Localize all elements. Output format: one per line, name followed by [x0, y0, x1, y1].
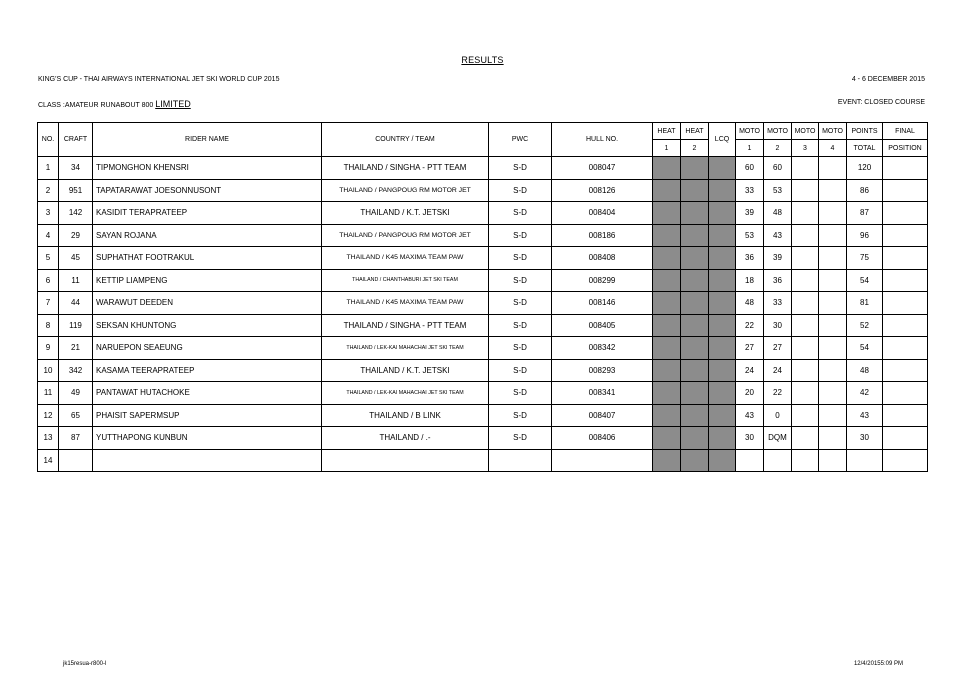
cell-position: [883, 269, 928, 292]
cell-no: 6: [38, 269, 59, 292]
cell-team: THAILAND / K45 MAXIMA TEAM PAW: [322, 247, 489, 270]
cell-total: 86: [847, 179, 883, 202]
page-title: RESULTS: [461, 55, 504, 65]
cell-moto1: 39: [736, 202, 764, 225]
cell-heat2: [681, 449, 709, 472]
cell-total: 42: [847, 382, 883, 405]
cell-moto4: [819, 247, 847, 270]
cell-moto1: 18: [736, 269, 764, 292]
cell-craft: 21: [59, 337, 93, 360]
cell-team: [322, 449, 489, 472]
cell-lcq: [709, 247, 736, 270]
cell-heat1: [653, 202, 681, 225]
cell-pwc: [489, 449, 552, 472]
cell-moto3: [792, 359, 819, 382]
cell-moto4: [819, 359, 847, 382]
cell-lcq: [709, 179, 736, 202]
cell-heat2: [681, 404, 709, 427]
cell-team: THAILAND / LEK-KAI MAHACHAI JET SKI TEAM: [322, 382, 489, 405]
cell-no: 2: [38, 179, 59, 202]
cell-moto4: [819, 337, 847, 360]
cell-moto2: 0: [764, 404, 792, 427]
cell-lcq: [709, 404, 736, 427]
cell-total: [847, 449, 883, 472]
cell-moto3: [792, 224, 819, 247]
cell-moto4: [819, 292, 847, 315]
col-lcq: LCQ: [709, 123, 736, 157]
cell-moto1: 20: [736, 382, 764, 405]
cell-position: [883, 247, 928, 270]
class-prefix: CLASS :AMATEUR RUNABOUT 800: [38, 102, 156, 109]
cell-team: THAILAND / LEK-KAI MAHACHAI JET SKI TEAM: [322, 337, 489, 360]
cell-heat2: [681, 337, 709, 360]
cell-heat1: [653, 314, 681, 337]
cell-no: 3: [38, 202, 59, 225]
cell-rider: SEKSAN KHUNTONG: [93, 314, 322, 337]
cell-moto1: 30: [736, 427, 764, 450]
cell-heat2: [681, 382, 709, 405]
cell-rider: TAPATARAWAT JOESONNUSONT: [93, 179, 322, 202]
cell-moto4: [819, 269, 847, 292]
table-row: [38, 404, 928, 427]
cell-heat1: [653, 427, 681, 450]
cell-position: [883, 179, 928, 202]
results-table: [37, 122, 928, 472]
col-pwc: PWC: [489, 123, 552, 157]
cell-total: 54: [847, 269, 883, 292]
table-row: [38, 292, 928, 315]
col-no: NO.: [38, 123, 59, 157]
table-row: [38, 337, 928, 360]
cell-moto2: 60: [764, 157, 792, 180]
cell-team: THAILAND / K.T. JETSKI: [322, 359, 489, 382]
cell-moto1: 27: [736, 337, 764, 360]
col-moto4: MOTO: [819, 123, 847, 140]
cell-position: [883, 359, 928, 382]
cell-heat1: [653, 337, 681, 360]
cell-team: THAILAND / K45 MAXIMA TEAM PAW: [322, 292, 489, 315]
cell-moto1: 36: [736, 247, 764, 270]
cell-craft: 34: [59, 157, 93, 180]
col-team: COUNTRY / TEAM: [322, 123, 489, 157]
cell-no: 12: [38, 404, 59, 427]
cell-craft: 11: [59, 269, 93, 292]
cell-moto1: [736, 449, 764, 472]
cell-total: 54: [847, 337, 883, 360]
cell-total: 81: [847, 292, 883, 315]
cell-moto1: 48: [736, 292, 764, 315]
cell-hull: 008299: [552, 269, 653, 292]
cell-team: THAILAND / PANGPOUG RM MOTOR JET: [322, 179, 489, 202]
cell-rider: PHAISIT SAPERMSUP: [93, 404, 322, 427]
col-moto2: MOTO: [764, 123, 792, 140]
cell-team: THAILAND / SINGHA - PTT TEAM: [322, 157, 489, 180]
cell-moto3: [792, 292, 819, 315]
cell-moto3: [792, 337, 819, 360]
cell-position: [883, 157, 928, 180]
cell-moto2: 27: [764, 337, 792, 360]
cell-lcq: [709, 292, 736, 315]
cell-no: 9: [38, 337, 59, 360]
cell-total: 120: [847, 157, 883, 180]
event-course: EVENT: CLOSED COURSE: [837, 99, 925, 106]
cell-hull: 008404: [552, 202, 653, 225]
cell-team: THAILAND / SINGHA - PTT TEAM: [322, 314, 489, 337]
cell-moto3: [792, 382, 819, 405]
cell-total: 30: [847, 427, 883, 450]
table-row: [38, 224, 928, 247]
col-heat1: HEAT: [653, 123, 681, 140]
cell-hull: 008341: [552, 382, 653, 405]
cell-moto1: 53: [736, 224, 764, 247]
footer-file: jk15resua-r800-l: [63, 661, 107, 667]
cell-heat1: [653, 449, 681, 472]
cell-total: 43: [847, 404, 883, 427]
cell-pwc: S-D: [489, 314, 552, 337]
cell-position: [883, 202, 928, 225]
cell-moto2: 36: [764, 269, 792, 292]
cell-pwc: S-D: [489, 292, 552, 315]
cell-pwc: S-D: [489, 224, 552, 247]
cell-moto4: [819, 382, 847, 405]
cell-heat2: [681, 359, 709, 382]
cell-lcq: [709, 427, 736, 450]
cell-pwc: S-D: [489, 337, 552, 360]
cell-moto4: [819, 224, 847, 247]
cell-moto2: 48: [764, 202, 792, 225]
cell-craft: 45: [59, 247, 93, 270]
class-line: [38, 99, 191, 109]
table-row: [38, 449, 928, 472]
cell-hull: [552, 449, 653, 472]
cell-moto3: [792, 247, 819, 270]
cell-heat2: [681, 314, 709, 337]
cell-no: 8: [38, 314, 59, 337]
col-hull: HULL NO.: [552, 123, 653, 157]
cell-hull: 008405: [552, 314, 653, 337]
cell-heat2: [681, 157, 709, 180]
cell-rider: NARUEPON SEAEUNG: [93, 337, 322, 360]
table-row: [38, 359, 928, 382]
cell-heat2: [681, 269, 709, 292]
cell-moto4: [819, 157, 847, 180]
cell-lcq: [709, 337, 736, 360]
cell-rider: KASIDIT TERAPRATEEP: [93, 202, 322, 225]
cell-hull: 008146: [552, 292, 653, 315]
col-final: FINAL: [883, 123, 928, 140]
cell-pwc: S-D: [489, 269, 552, 292]
cell-hull: 008186: [552, 224, 653, 247]
cell-team: THAILAND / PANGPOUG RM MOTOR JET: [322, 224, 489, 247]
cell-rider: TIPMONGHON KHENSRI: [93, 157, 322, 180]
cell-position: [883, 382, 928, 405]
cell-no: 7: [38, 292, 59, 315]
cell-heat2: [681, 292, 709, 315]
cell-moto4: [819, 404, 847, 427]
cell-heat1: [653, 359, 681, 382]
cell-no: 10: [38, 359, 59, 382]
table-row: [38, 202, 928, 225]
cell-craft: 65: [59, 404, 93, 427]
cell-lcq: [709, 314, 736, 337]
class-limited: LIMITED: [155, 99, 191, 109]
cell-position: [883, 224, 928, 247]
cell-total: 75: [847, 247, 883, 270]
col-moto3-num: 3: [792, 140, 819, 157]
col-rider: RIDER NAME: [93, 123, 322, 157]
cell-moto1: 43: [736, 404, 764, 427]
cell-moto2: 39: [764, 247, 792, 270]
cell-lcq: [709, 224, 736, 247]
table-row: [38, 179, 928, 202]
col-total: TOTAL: [847, 140, 883, 157]
cell-craft: 49: [59, 382, 93, 405]
cell-heat1: [653, 179, 681, 202]
col-craft: CRAFT: [59, 123, 93, 157]
cell-heat1: [653, 247, 681, 270]
cell-rider: YUTTHAPONG KUNBUN: [93, 427, 322, 450]
cell-moto2: 22: [764, 382, 792, 405]
cell-moto4: [819, 449, 847, 472]
cell-moto3: [792, 179, 819, 202]
cell-lcq: [709, 202, 736, 225]
col-heat1-num: 1: [653, 140, 681, 157]
col-moto1-num: 1: [736, 140, 764, 157]
col-position: POSITION: [883, 140, 928, 157]
table-row: [38, 314, 928, 337]
event-dates: 4 - 6 DECEMBER 2015: [851, 76, 925, 83]
cell-hull: 008407: [552, 404, 653, 427]
cell-rider: SUPHATHAT FOOTRAKUL: [93, 247, 322, 270]
event-name: KING'S CUP - THAI AIRWAYS INTERNATIONAL JET SKI WORLD CUP 2015: [38, 76, 280, 83]
cell-heat1: [653, 269, 681, 292]
cell-moto3: [792, 427, 819, 450]
cell-moto1: 24: [736, 359, 764, 382]
cell-moto3: [792, 404, 819, 427]
cell-heat2: [681, 224, 709, 247]
cell-total: 48: [847, 359, 883, 382]
cell-rider: KETTIP LIAMPENG: [93, 269, 322, 292]
cell-lcq: [709, 269, 736, 292]
cell-pwc: S-D: [489, 179, 552, 202]
cell-heat2: [681, 427, 709, 450]
cell-position: [883, 404, 928, 427]
cell-craft: 119: [59, 314, 93, 337]
cell-moto3: [792, 202, 819, 225]
cell-heat1: [653, 224, 681, 247]
cell-team: THAILAND / CHANTHABURI JET SKI TEAM: [322, 269, 489, 292]
col-heat2-num: 2: [681, 140, 709, 157]
cell-moto3: [792, 269, 819, 292]
cell-craft: 44: [59, 292, 93, 315]
cell-rider: [93, 449, 322, 472]
cell-lcq: [709, 359, 736, 382]
cell-hull: 008293: [552, 359, 653, 382]
cell-position: [883, 292, 928, 315]
cell-moto3: [792, 314, 819, 337]
cell-craft: 142: [59, 202, 93, 225]
cell-lcq: [709, 449, 736, 472]
cell-total: 96: [847, 224, 883, 247]
cell-moto4: [819, 314, 847, 337]
cell-moto1: 60: [736, 157, 764, 180]
cell-heat1: [653, 292, 681, 315]
cell-total: 87: [847, 202, 883, 225]
cell-no: 14: [38, 449, 59, 472]
cell-pwc: S-D: [489, 202, 552, 225]
cell-moto2: 33: [764, 292, 792, 315]
table-row: [38, 157, 928, 180]
col-moto3: MOTO: [792, 123, 819, 140]
cell-pwc: S-D: [489, 427, 552, 450]
cell-craft: 951: [59, 179, 93, 202]
cell-moto2: 53: [764, 179, 792, 202]
col-moto4-num: 4: [819, 140, 847, 157]
col-points: POINTS: [847, 123, 883, 140]
cell-pwc: S-D: [489, 404, 552, 427]
cell-heat2: [681, 247, 709, 270]
header-row: [38, 123, 928, 140]
cell-moto2: 30: [764, 314, 792, 337]
cell-rider: PANTAWAT HUTACHOKE: [93, 382, 322, 405]
cell-heat2: [681, 179, 709, 202]
cell-pwc: S-D: [489, 359, 552, 382]
table-row: [38, 427, 928, 450]
col-moto2-num: 2: [764, 140, 792, 157]
cell-moto1: 33: [736, 179, 764, 202]
col-moto1: MOTO: [736, 123, 764, 140]
footer-printed: 12/4/20155:09 PM: [853, 661, 903, 667]
cell-moto2: DQM: [764, 427, 792, 450]
cell-moto1: 22: [736, 314, 764, 337]
table-row: [38, 382, 928, 405]
cell-position: [883, 427, 928, 450]
cell-moto2: 24: [764, 359, 792, 382]
cell-pwc: S-D: [489, 157, 552, 180]
cell-moto4: [819, 202, 847, 225]
cell-hull: 008342: [552, 337, 653, 360]
table-row: [38, 269, 928, 292]
col-heat2: HEAT: [681, 123, 709, 140]
cell-craft: 342: [59, 359, 93, 382]
cell-pwc: S-D: [489, 382, 552, 405]
cell-position: [883, 314, 928, 337]
cell-craft: 29: [59, 224, 93, 247]
cell-no: 11: [38, 382, 59, 405]
cell-heat2: [681, 202, 709, 225]
cell-rider: KASAMA TEERAPRATEEP: [93, 359, 322, 382]
cell-moto4: [819, 427, 847, 450]
cell-rider: SAYAN ROJANA: [93, 224, 322, 247]
cell-no: 1: [38, 157, 59, 180]
cell-position: [883, 449, 928, 472]
cell-moto2: 43: [764, 224, 792, 247]
cell-total: 52: [847, 314, 883, 337]
cell-moto3: [792, 449, 819, 472]
cell-pwc: S-D: [489, 247, 552, 270]
cell-craft: [59, 449, 93, 472]
cell-no: 5: [38, 247, 59, 270]
cell-team: THAILAND / K.T. JETSKI: [322, 202, 489, 225]
cell-lcq: [709, 157, 736, 180]
cell-moto4: [819, 179, 847, 202]
cell-hull: 008408: [552, 247, 653, 270]
cell-moto3: [792, 157, 819, 180]
cell-craft: 87: [59, 427, 93, 450]
cell-lcq: [709, 382, 736, 405]
cell-hull: 008406: [552, 427, 653, 450]
cell-heat1: [653, 157, 681, 180]
cell-position: [883, 337, 928, 360]
cell-heat1: [653, 382, 681, 405]
cell-team: THAILAND / B LINK: [322, 404, 489, 427]
cell-moto2: [764, 449, 792, 472]
cell-rider: WARAWUT DEEDEN: [93, 292, 322, 315]
cell-no: 13: [38, 427, 59, 450]
cell-no: 4: [38, 224, 59, 247]
cell-heat1: [653, 404, 681, 427]
cell-hull: 008047: [552, 157, 653, 180]
cell-team: THAILAND / .-: [322, 427, 489, 450]
table-row: [38, 247, 928, 270]
cell-hull: 008126: [552, 179, 653, 202]
